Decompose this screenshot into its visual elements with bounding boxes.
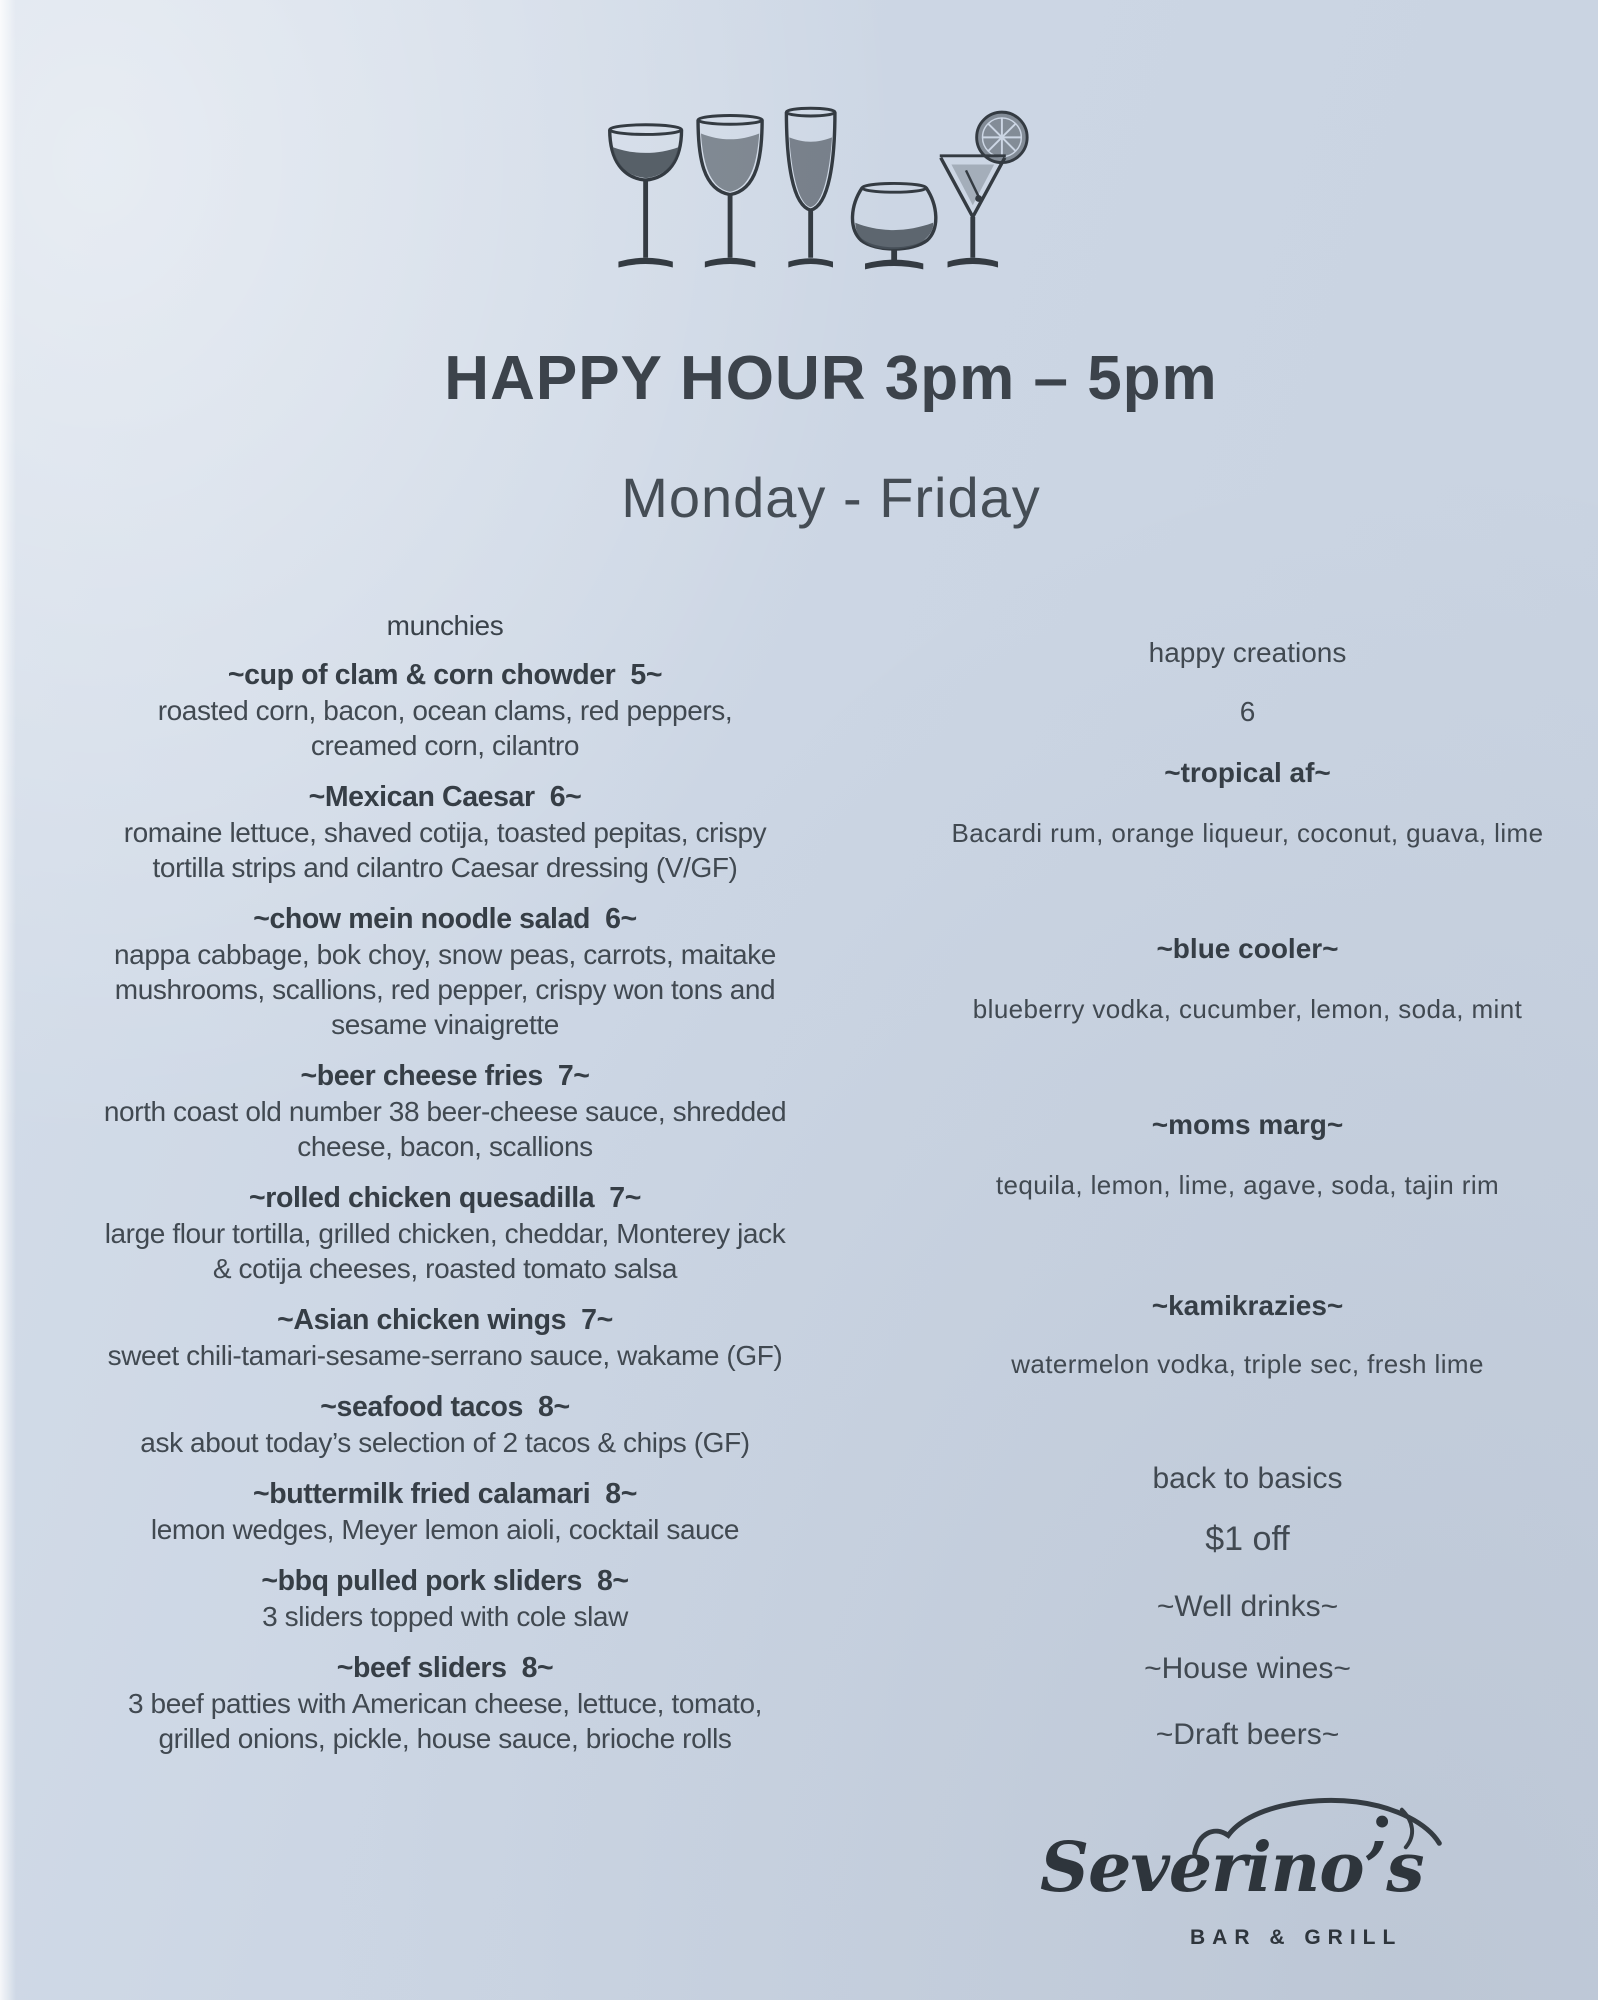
happy-creations-header: happy creations [1148,637,1347,668]
page-subtitle: Monday - Friday [621,466,1041,529]
drink-glasses-icon [600,104,1032,294]
item-description-line: cheese, bacon, scallions [297,1131,593,1162]
item-description-line: north coast old number 38 beer-cheese sauce, shredded [103,1096,787,1127]
item-bbq-pulled-pork-sliders [45,1564,845,1634]
item-beer-cheese-fries [45,1059,845,1164]
drink-tropical-af: ~tropical af~ [1164,757,1331,788]
item-description-line: romaine lettuce, shaved cotija, toasted pepitas, crispy [123,817,767,848]
logo-wordmark: Severino’s [1040,1828,1424,1908]
item-name: ~beef sliders 8~ [336,1652,554,1684]
wine-glass-icon [698,116,762,268]
drink-moms-marg: ~moms marg~ [1151,1109,1344,1140]
item-chow-mein-noodle-salad [45,902,845,1042]
drink-description: blueberry vodka, cucumber, lemon, soda, mint [972,994,1523,1024]
item-buttermilk-fried-calamari [45,1477,845,1547]
basics-item-draft-beers: ~Draft beers~ [1155,1718,1340,1751]
brandy-snifter-icon [852,183,935,269]
item-description-line: ask about today’s selection of 2 tacos & chips (GF) [140,1427,750,1458]
item-description-line: roasted corn, bacon, ocean clams, red peppers, [157,695,733,726]
drink-description: tequila, lemon, lime, agave, soda, tajin rim [995,1170,1500,1200]
item-asian-chicken-wings [45,1303,845,1373]
champagne-flute-icon [786,108,835,267]
drink-description: watermelon vodka, triple sec, fresh lime [1011,1349,1484,1379]
item-mexican-caesar [45,780,845,885]
item-description-line: 3 beef patties with American cheese, lettuce, tomato, [127,1688,763,1719]
logo-tagline: BAR & GRILL [1190,1926,1403,1949]
item-name: ~rolled chicken quesadilla 7~ [249,1182,641,1214]
item-beef-sliders [45,1651,845,1756]
item-description-line: mushrooms, scallions, red pepper, crispy won tons and [114,974,776,1005]
drink-description: Bacardi rum, orange liqueur, coconut, guava, lime [951,818,1544,848]
item-description-line: lemon wedges, Meyer lemon aioli, cocktail sauce [150,1514,740,1545]
item-description-line: tortilla strips and cilantro Caesar dressing (V/GF) [152,852,738,883]
item-description-line: sweet chili-tamari-sesame-serrano sauce, wakame (GF) [107,1340,783,1371]
item-rolled-chicken-quesadilla [45,1181,845,1286]
item-clam-corn-chowder [45,658,845,763]
back-to-basics-header: back to basics [1152,1462,1343,1495]
back-to-basics-deal: $1 off [1205,1520,1290,1558]
item-description-line: creamed corn, cilantro [310,730,580,761]
item-description-line: grilled onions, pickle, house sauce, brioche rolls [158,1723,732,1754]
drink-kamikrazies: ~kamikrazies~ [1151,1290,1344,1321]
basics-item-well-drinks: ~Well drinks~ [1156,1590,1339,1623]
drink-blue-cooler: ~blue cooler~ [1156,933,1339,964]
item-name: ~Asian chicken wings 7~ [277,1304,613,1336]
item-name: ~chow mein noodle salad 6~ [253,903,637,935]
item-description-line: large flour tortilla, grilled chicken, cheddar, Monterey jack [104,1218,786,1249]
item-description-line: 3 sliders topped with cole slaw [262,1601,628,1632]
item-description-line: sesame vinaigrette [331,1009,559,1040]
martini-glass-icon [940,112,1027,267]
item-seafood-tacos [45,1390,845,1460]
page-title: HAPPY HOUR 3pm – 5pm [444,344,1218,413]
severinos-logo [1040,1792,1480,1992]
item-name: ~beer cheese fries 7~ [300,1060,590,1092]
item-name: ~bbq pulled pork sliders 8~ [261,1565,629,1597]
item-name: ~Mexican Caesar 6~ [308,781,582,813]
item-name: ~buttermilk fried calamari 8~ [252,1478,637,1510]
munchies-section [45,608,845,1773]
item-name: ~seafood tacos 8~ [320,1391,570,1423]
happy-creations-price: 6 [1239,696,1256,727]
item-description-line: nappa cabbage, bok choy, snow peas, carrots, maitake [114,939,776,970]
item-name: ~cup of clam & corn chowder 5~ [227,659,663,691]
item-description-line: & cotija cheeses, roasted tomato salsa [212,1253,678,1284]
wine-glass-icon [610,125,682,268]
munchies-header: munchies [386,610,504,641]
basics-item-house-wines: ~House wines~ [1144,1652,1351,1685]
